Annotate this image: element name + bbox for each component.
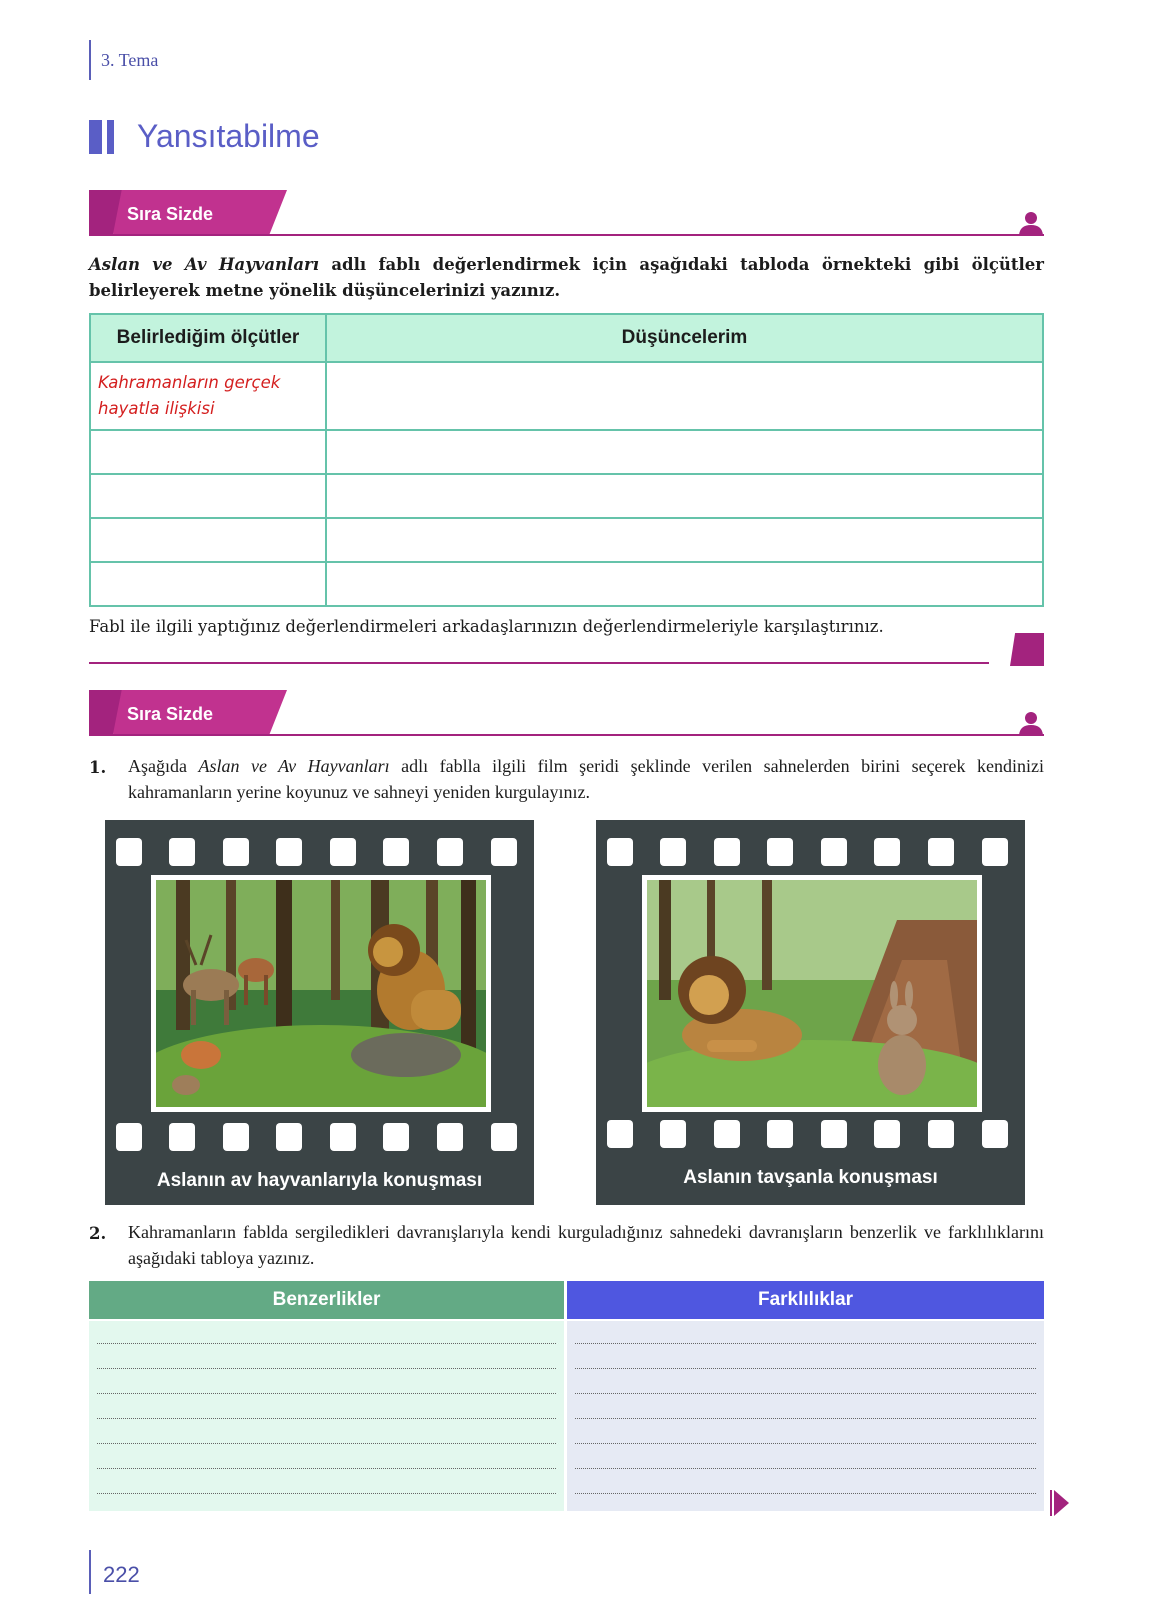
theme-label: 3. Tema [101,50,159,70]
question-2-text: Kahramanların fablda sergiledikleri davranışlarıyla kendi kurguladığınız sahnedeki davranışların benzerlik ve farklılıklarını aşağıdaki tabloya yazınız. [128,1222,1044,1268]
similarities-answer-area[interactable] [89,1321,564,1511]
banner-label: Sıra Sizde [127,704,214,724]
divider [89,662,989,664]
header-rule [89,40,91,80]
film-strip-scene-1[interactable] [105,820,534,1205]
banner-label: Sıra Sizde [127,204,214,224]
criterion-cell[interactable] [90,562,326,606]
question-1-number: 1. [89,758,107,777]
criterion-cell[interactable] [90,474,326,518]
thought-cell[interactable] [326,518,1043,562]
q1-text-after: adlı fablla ilgili film şeridi şeklinde verilen sahnelerden birini seçerek kendinizi kahramanların yerine koyunuz ve sahneyi yeniden kurgulayınız. [128,756,1045,802]
question-1-text [128,753,1044,805]
compare-instruction: Fabl ile ilgili yaptığınız değerlendirmeleri arkadaşlarınızın değerlendirmeleriyle karşılaştırınız. [89,617,884,636]
example-criterion-line1: Kahramanların gerçek [98,373,281,392]
q1-fable-title: Aslan ve Av Hayvanları [198,756,390,776]
criterion-cell[interactable] [90,518,326,562]
thought-cell[interactable] [326,562,1043,606]
example-criterion-line2: hayatla ilişkisi [98,399,215,418]
section-title: Yansıtabilme [137,118,320,154]
next-page-bar [1050,1490,1052,1516]
activity1-instructions [89,252,1044,304]
footer-rule [89,1550,91,1594]
scene-1-caption: Aslanın av hayvanlarıyla konuşması [156,1170,483,1191]
differences-answer-area[interactable] [567,1321,1044,1511]
question-2-number: 2. [89,1224,107,1243]
thought-cell[interactable] [326,474,1043,518]
section-bars-icon [89,120,129,154]
sira-sizde-banner-1 [89,190,1044,242]
criterion-cell[interactable] [90,430,326,474]
criteria-header: Belirlediğim ölçütler [90,314,326,362]
fable-title: Aslan ve Av Hayvanları [89,255,319,274]
thought-cell[interactable] [326,430,1043,474]
thoughts-header: Düşüncelerim [326,314,1043,362]
example-criterion-cell[interactable] [90,362,326,430]
thought-cell[interactable] [326,362,1043,430]
divider-block [1010,633,1044,666]
user-icon [1018,711,1044,735]
differences-header: Farklılıklar [567,1281,1044,1319]
page-number: 222 [103,1562,140,1587]
film-strip-scene-2[interactable] [596,820,1025,1205]
scene-2-illustration [642,875,982,1112]
scene-1-illustration [151,875,491,1112]
similarities-header: Benzerlikler [89,1281,564,1319]
instruction-rest: adlı fablı değerlendirmek için aşağıdaki tabloda örnekteki gibi ölçütler belirleyerek metne yönelik düşüncelerinizi yazınız. [89,255,1044,300]
next-page-arrow-icon [1054,1490,1069,1516]
sira-sizde-banner-2 [89,690,1044,742]
criteria-table [89,313,1044,607]
q1-text-before: Aşağıda [128,756,199,776]
user-icon [1018,211,1044,235]
scene-2-caption: Aslanın tavşanla konuşması [683,1167,938,1188]
